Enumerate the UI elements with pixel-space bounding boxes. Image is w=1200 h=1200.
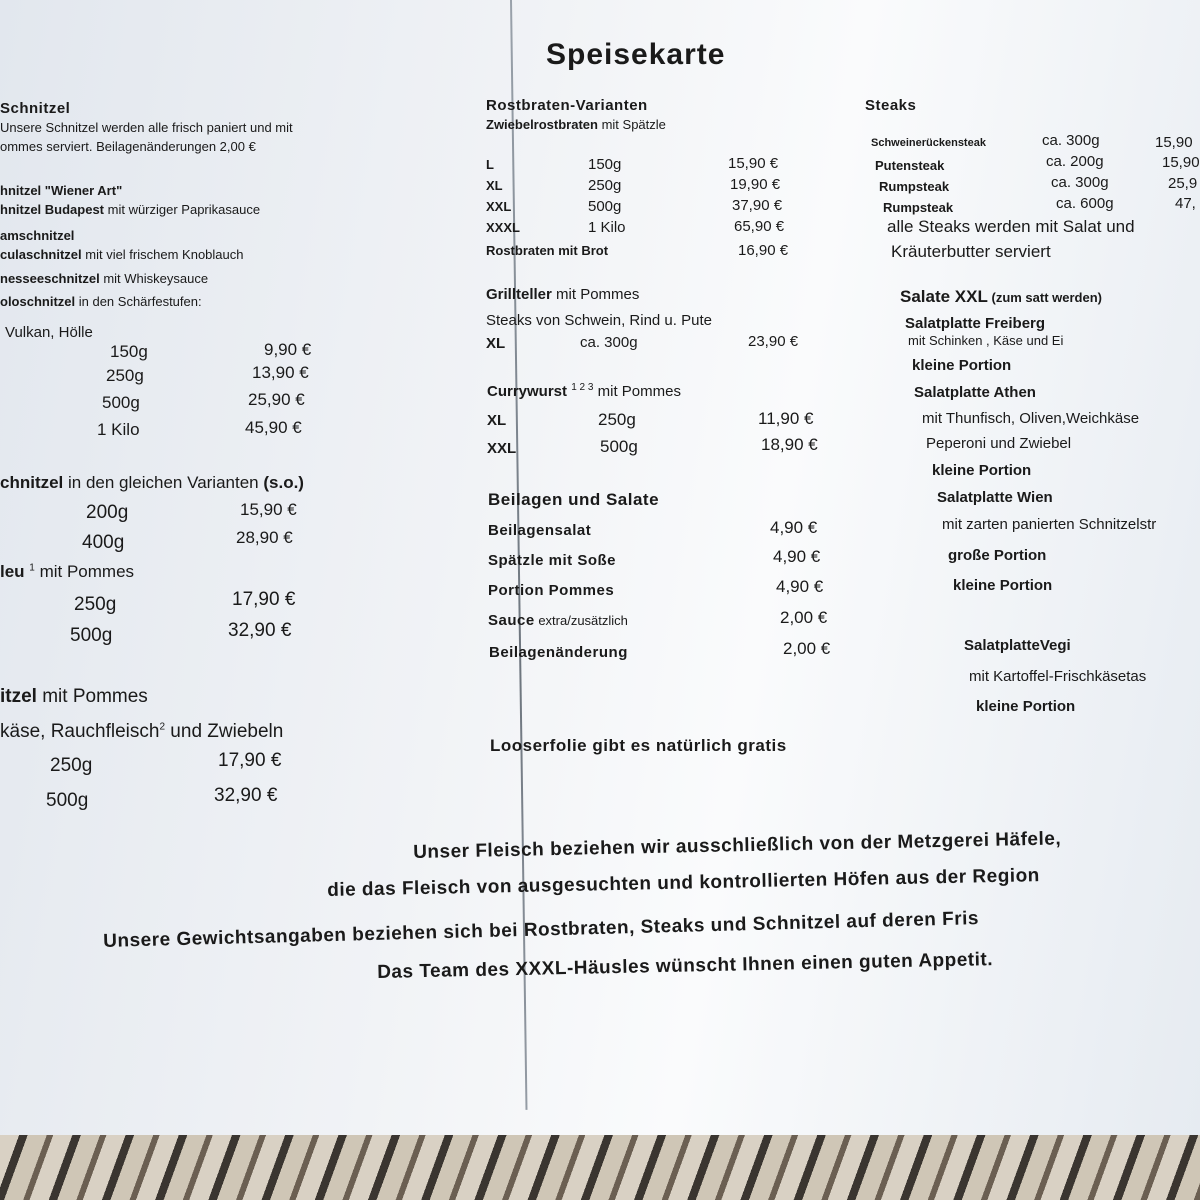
beilage-extra: extra/zusätzlich [534, 613, 628, 628]
price: 19,90 € [730, 176, 781, 193]
footer-line-4: Das Team des XXXL-Häusles wünscht Ihnen einen guten Appetit. [377, 949, 994, 983]
footer-line-2: die das Fleisch von ausgesuchten und kontrollierten Höfen aus der Region [327, 865, 1041, 901]
weight: 1 Kilo [588, 219, 626, 236]
schnitzel-intro-2: ommes serviert. Beilagenänderungen 2,00 € [0, 139, 256, 154]
salad-small: kleine Portion [953, 577, 1053, 594]
grillteller-heading [486, 286, 639, 303]
price: 16,90 € [738, 242, 789, 259]
beilage-row [488, 612, 628, 629]
salad-vegi: SalatplatteVegi [964, 637, 1071, 654]
salad-desc: mit zarten panierten Schnitzelstr [942, 516, 1157, 533]
beilage-row [488, 582, 614, 599]
price-weight: 500g [70, 625, 113, 646]
size-label: XL [486, 335, 506, 352]
schnitzel-header: Schnitzel [0, 100, 71, 117]
steak-price: 47, [1175, 195, 1196, 212]
item-desc: mit Pommes [593, 383, 681, 400]
weight: 250g [598, 410, 636, 429]
menu-item-5 [0, 271, 208, 286]
weight: 500g [600, 437, 638, 456]
item-name: hnitzel Budapest [0, 202, 105, 217]
beilagen-header: Beilagen und Salate [488, 490, 660, 509]
size-label: XXL [486, 199, 512, 214]
steaks-note-2: Kräuterbutter serviert [891, 242, 1051, 261]
menu-title: Speisekarte [546, 38, 726, 71]
footer-line-1: Unser Fleisch beziehen wir ausschließlich von der Metzgerei Häfele, [413, 828, 1062, 863]
menu-item-budapest [0, 202, 260, 217]
salad-wien: Salatplatte Wien [937, 489, 1053, 506]
steaks-header: Steaks [865, 97, 917, 114]
schnitzel-intro-1: Unsere Schnitzel werden alle frisch paniert und mit [0, 120, 293, 135]
salate-header [900, 287, 1102, 307]
salad-small: kleine Portion [912, 357, 1012, 374]
item-name: nesseeschnitzel [0, 271, 100, 286]
footnote-mark: 2 [159, 721, 166, 733]
sub-desc: mit Spätzle [597, 117, 666, 132]
beilage-row [488, 552, 616, 569]
footnote-marks: 1 2 3 [571, 382, 594, 393]
price-value: 15,90 € [240, 500, 297, 519]
price: 65,90 € [734, 218, 785, 235]
steak-price: 15,90 [1155, 134, 1193, 151]
salad-small: kleine Portion [976, 698, 1076, 715]
price-weight: 500g [46, 790, 89, 811]
item-desc: mit würziger Paprikasauce [104, 202, 261, 217]
rostbraten-header: Rostbraten-Varianten [486, 97, 648, 114]
section-desc: in den gleichen Varianten [63, 473, 264, 492]
section-name: chnitzel [0, 473, 64, 492]
price-value: 13,90 € [252, 363, 309, 382]
item-name: Grillteller [486, 286, 552, 303]
section-2-heading [0, 473, 304, 493]
line-b: und Zwiebeln [165, 721, 284, 742]
price-weight: 200g [86, 502, 129, 523]
steak-price: 25,9 [1168, 175, 1198, 192]
item-name: culaschnitzel [0, 247, 82, 262]
menu-item-3 [0, 228, 74, 243]
price: 4,90 € [770, 518, 818, 537]
steak-name: Rumpsteak [879, 179, 950, 194]
tablecloth [0, 1135, 1200, 1200]
salad-desc: Peperoni und Zwiebel [926, 435, 1072, 452]
steak-weight: ca. 600g [1056, 195, 1114, 212]
item-desc: mit viel frischem Knoblauch [81, 247, 244, 262]
beilage-name: Beilagensalat [488, 522, 592, 539]
menu-item-wiener [0, 183, 122, 198]
price-weight: 250g [50, 755, 93, 776]
section-name: itzel [0, 686, 37, 707]
size-label: XL [487, 412, 507, 429]
price: 15,90 € [728, 155, 779, 172]
salad-freiberg: Salatplatte Freiberg [905, 315, 1046, 332]
price-value: 17,90 € [218, 750, 282, 771]
spice-levels: Vulkan, Hölle [5, 324, 93, 341]
price-weight: 1 Kilo [97, 420, 140, 439]
salad-desc: mit Thunfisch, Oliven,Weichkäse [922, 410, 1140, 427]
menu-item-6 [0, 294, 202, 309]
salad-athen: Salatplatte Athen [914, 384, 1036, 401]
price: 2,00 € [780, 608, 828, 627]
footnote-mark: 1 [29, 562, 35, 574]
steaks-note-1: alle Steaks werden mit Salat und [887, 217, 1135, 236]
price-value: 28,90 € [236, 528, 293, 547]
price: 2,00 € [783, 639, 831, 658]
price-weight: 500g [102, 393, 140, 412]
section-so: (s.o.) [263, 473, 304, 492]
section-desc: mit Pommes [34, 562, 135, 581]
line-a: käse, Rauchfleisch [0, 721, 160, 742]
steak-weight: ca. 300g [1042, 132, 1100, 149]
steak-name: Putensteak [875, 158, 945, 173]
price: 37,90 € [732, 197, 783, 214]
salate-title: Salate XXL [900, 287, 988, 306]
weight: 250g [588, 177, 622, 194]
salad-desc: mit Kartoffel-Frischkäsetas [969, 668, 1147, 685]
section-4-heading [0, 686, 148, 708]
price: 11,90 € [758, 409, 814, 428]
salad-small: kleine Portion [932, 462, 1032, 479]
beilage-name: Beilagenänderung [489, 644, 628, 661]
grillteller-desc: Steaks von Schwein, Rind u. Pute [486, 312, 712, 329]
item-desc: mit Whiskeysauce [99, 271, 209, 286]
steak-weight: ca. 300g [1051, 174, 1109, 191]
price: 18,90 € [761, 435, 818, 454]
beilage-name: Sauce [488, 612, 535, 629]
rostbraten-sub [486, 117, 666, 132]
price-weight: 150g [110, 342, 148, 361]
weight: 150g [588, 156, 622, 173]
size-label: L [486, 157, 494, 172]
section-3-heading [0, 562, 134, 582]
price-value: 32,90 € [214, 785, 278, 806]
size-label: XXXL [486, 220, 520, 235]
price-weight: 400g [82, 532, 125, 553]
size-label: XXL [487, 440, 517, 457]
salate-sub: (zum satt werden) [987, 290, 1102, 305]
beilage-row [489, 644, 628, 661]
section-name: leu [0, 562, 25, 581]
price-weight: 250g [74, 594, 117, 615]
currywurst-heading [487, 382, 681, 400]
section-4-line [0, 721, 283, 743]
price-weight: 250g [106, 366, 144, 385]
beilage-name: Portion Pommes [488, 582, 615, 599]
item-name: oloschnitzel [0, 294, 76, 309]
price: 4,90 € [776, 577, 824, 596]
section-desc: mit Pommes [36, 686, 148, 707]
looserfolie-note: Looserfolie gibt es natürlich gratis [490, 736, 787, 755]
beilage-row [488, 522, 591, 539]
beilage-name: Spätzle mit Soße [488, 552, 617, 569]
footer-line-3: Unsere Gewichtsangaben beziehen sich bei Rostbraten, Steaks und Schnitzel auf deren Fris [103, 908, 980, 952]
menu-item-4 [0, 247, 243, 262]
item-name: hnitzel "Wiener Art" [0, 183, 123, 198]
price-value: 45,90 € [245, 418, 302, 437]
rostbraten-brot: Rostbraten mit Brot [486, 243, 609, 258]
price: 23,90 € [748, 333, 799, 350]
weight: 500g [588, 198, 622, 215]
item-name: Currywurst [487, 383, 568, 400]
item-name: amschnitzel [0, 228, 75, 243]
steak-weight: ca. 200g [1046, 153, 1104, 170]
price: 4,90 € [773, 547, 821, 566]
steak-name: Rumpsteak [883, 200, 954, 215]
item-desc: in den Schärfestufen: [75, 294, 202, 309]
price-value: 9,90 € [264, 340, 312, 359]
price-value: 32,90 € [228, 620, 292, 641]
steak-name: Schweinerückensteak [871, 137, 986, 149]
size-label: XL [486, 178, 503, 193]
item-desc: mit Pommes [551, 286, 640, 303]
price-value: 17,90 € [232, 589, 296, 610]
steak-price: 15,90 [1162, 154, 1200, 171]
price-value: 25,90 € [248, 390, 305, 409]
sub-name: Zwiebelrostbraten [486, 117, 598, 132]
salad-desc: mit Schinken , Käse und Ei [908, 333, 1064, 348]
weight: ca. 300g [580, 334, 638, 351]
salad-big: große Portion [948, 547, 1047, 564]
